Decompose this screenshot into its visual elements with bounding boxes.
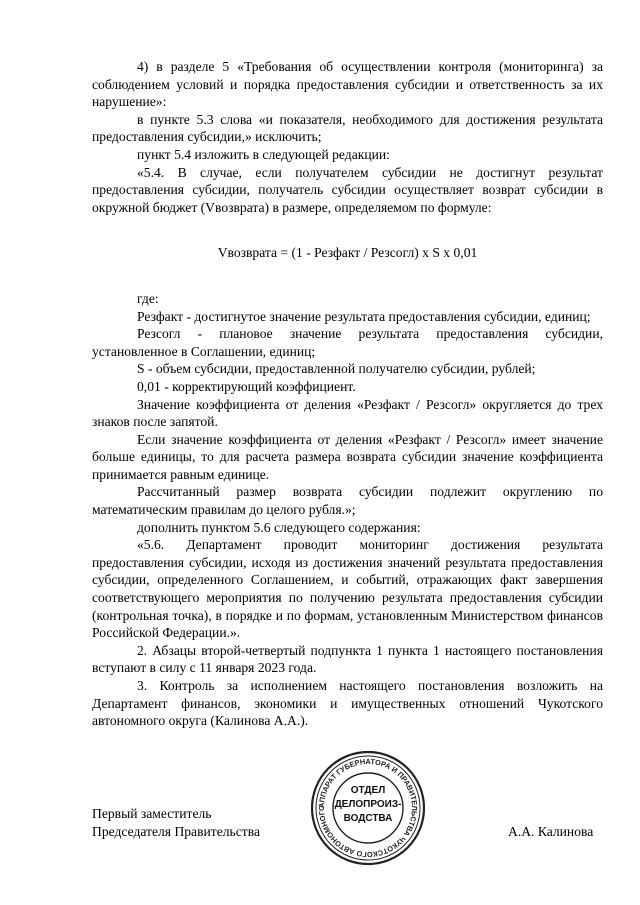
paragraph-rezsogl: Резсогл - плановое значение результата предоставления субсидии, установленное в Соглашении, единиц; (92, 326, 603, 359)
stamp (308, 748, 428, 868)
stamp-center-text (308, 784, 428, 826)
signature-name: А.А. Калинова (508, 824, 594, 839)
paragraph-greater-than-one: Если значение коэффициента от деления «Резфакт / Резсогл» имеет значение больше единицы, то для расчета размера возврата субсидии значение коэффициента принимается равным единице. (92, 431, 603, 482)
paragraph-item3: 3. Контроль за исполнением настоящего постановления возложить на Департамент финансов, экономики и имущественных отношений Чукотского автономного округа (Калинова А.А.). (92, 678, 603, 729)
paragraph-coefficient: 0,01 - корректирующий коэффициент. (137, 378, 356, 394)
paragraph-rezfakt: Резфакт - достигнутое значение результата предоставления субсидии, единиц; (137, 308, 591, 324)
paragraph-section5: 4) в разделе 5 «Требования об осуществлении контроля (мониторинга) за соблюдением условий и порядка предоставления субсидии и ответственность за их нарушение»: (92, 59, 603, 110)
signature-position-line1: Первый заместитель (92, 806, 212, 821)
paragraph-rounding: Значение коэффициента от деления «Резфакт / Резсогл» округляется до трех знаков после запятой. (92, 396, 603, 430)
stamp-line3: ВОДСТВА (343, 813, 393, 824)
paragraph-where: где: (137, 290, 159, 306)
formula: Vвозврата = (1 - Резфакт / Резсогл) x S x 0,01 (217, 245, 478, 261)
paragraph-s: S - объем субсидии, предоставленной получателю субсидии, рублей; (137, 361, 536, 377)
paragraph-56: «5.6. Департамент проводит мониторинг достижения результата предоставления субсидии, исходя из достижения значений результата предоставления субсидии, определенного Соглашением, и событий, отражающих факт завершения соответствующего мероприятия по получению результата предоставления субсидии (контрольная точка), в порядке и по формам, установленным Министерством финансов Российской Федерации.». (92, 537, 603, 641)
stamp-line2: ДЕЛОПРОИЗ- (334, 799, 402, 810)
signature-position-line2: Председателя Правительства (92, 823, 260, 839)
paragraph-rounding-rub: Рассчитанный размер возврата субсидии подлежит округлению по математическим правилам до целого рубля.»; (92, 484, 603, 518)
paragraph-add-56: дополнить пунктом 5.6 следующего содержания: (137, 519, 421, 535)
signature-position (92, 805, 260, 840)
paragraph-point54-intro: пункт 5.4 изложить в следующей редакции: (137, 146, 390, 162)
paragraph-item2: 2. Абзацы второй-четвертый подпункта 1 пункта 1 настоящего постановления вступают в силу с 11 января 2023 года. (92, 642, 603, 676)
stamp-line1: ОТДЕЛ (350, 785, 386, 796)
paragraph-point54: «5.4. В случае, если получателем субсидии не достигнут результат предоставления субсидии, получатель субсидии осуществляет возврат субсидии в окружной бюджет (Vвозврата) в размере, определяемом по формуле: (92, 164, 603, 215)
paragraph-point53: в пункте 5.3 слова «и показателя, необходимого для достижения результата предоставления субсидии,» исключить; (92, 111, 603, 145)
document-body (92, 58, 603, 730)
stamp-ring-text: АППАРАТ ГУБЕРНАТОРА И ПРАВИТЕЛЬСТВА ЧУКОТСКОГО АВТОНОМНОГО (316, 756, 420, 860)
